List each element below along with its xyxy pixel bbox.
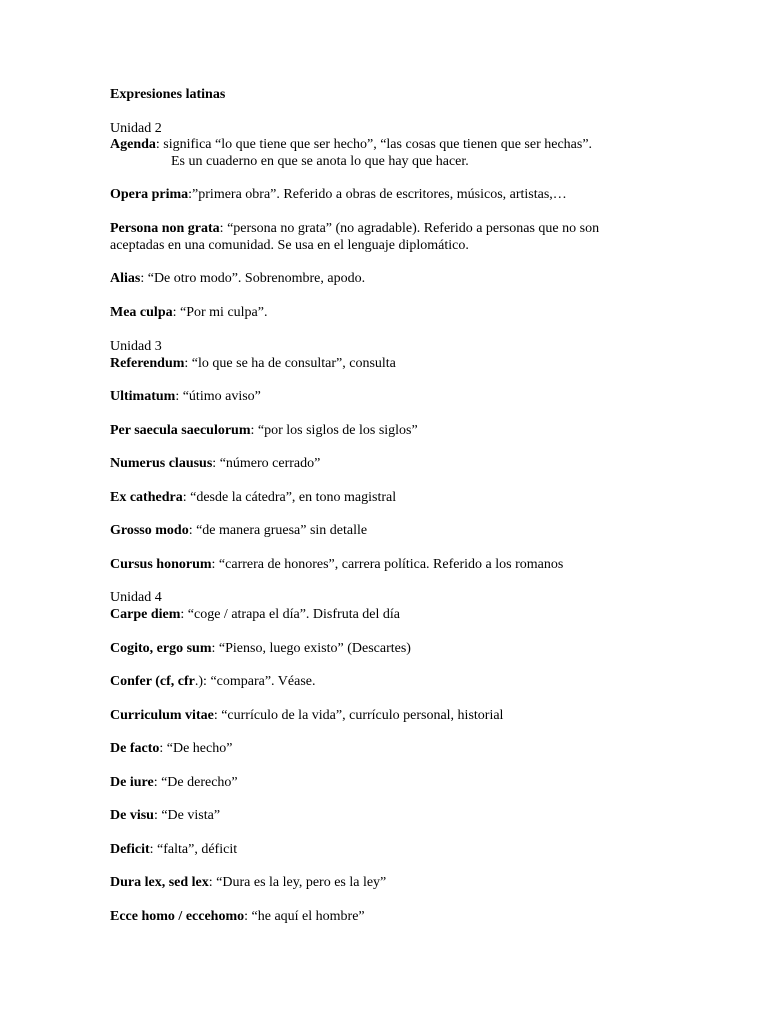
entry-carpe-diem <box>110 606 400 624</box>
entry-definition: “Pienso, luego existo” (Descartes) <box>215 641 411 656</box>
entry-sep: : <box>188 523 193 538</box>
entry-sep: .): <box>194 674 207 689</box>
entry-definition: “desde la cátedra”, en tono magistral <box>186 490 397 505</box>
entry-sep: : <box>153 775 158 790</box>
entry-term: Confer (cf, cfr <box>110 674 195 689</box>
entry-definition: “de manera gruesa” sin detalle <box>192 523 368 538</box>
entry-term: Deficit <box>110 842 150 857</box>
entry-sep: : <box>188 187 193 202</box>
entry-ecce-homo <box>110 908 365 926</box>
unit-heading: Unidad 3 <box>110 339 162 354</box>
entry-per-saecula <box>110 422 418 440</box>
entry-cursus-honorum <box>110 556 563 574</box>
entry-term: Grosso modo <box>110 523 189 538</box>
entry-de-iure <box>110 774 238 792</box>
entry-definition: “lo que se ha de consultar”, consulta <box>188 356 396 371</box>
entry-sep: : <box>175 389 180 404</box>
entry-term: Referendum <box>110 356 185 371</box>
entry-sep: : <box>140 271 145 286</box>
entry-sep: : <box>213 708 218 723</box>
entry-ultimatum <box>110 388 261 406</box>
entry-sep: : <box>149 842 154 857</box>
entry-term: Cogito, ergo sum <box>110 641 212 656</box>
entry-curriculum-vitae <box>110 707 503 725</box>
entry-sep: : <box>211 641 216 656</box>
entry-dura-lex <box>110 874 386 892</box>
entry-agenda <box>110 136 592 154</box>
entry-definition: “currículo de la vida”, currículo personal, historial <box>217 708 504 723</box>
entry-term: Alias <box>110 271 141 286</box>
entry-term: Ex cathedra <box>110 490 183 505</box>
entry-definition: “compara”. Véase. <box>206 674 316 689</box>
unit-heading: Unidad 2 <box>110 121 162 136</box>
entry-term: Dura lex, sed lex <box>110 875 209 890</box>
entry-confer <box>110 673 316 691</box>
entry-definition: “falta”, déficit <box>153 842 238 857</box>
entry-numerus-clausus <box>110 455 320 473</box>
entry-continuation: aceptadas en una comunidad. Se usa en el lenguaje diplomático. <box>110 238 469 253</box>
entry-sep: : <box>180 607 185 622</box>
entry-term: De facto <box>110 741 160 756</box>
entry-sep: : <box>184 356 189 371</box>
entry-sep: : <box>211 557 216 572</box>
entry-sep: : <box>159 741 164 756</box>
entry-definition: “persona no grata” (no agradable). Referido a personas que no son <box>223 221 600 236</box>
entry-term: Per saecula saeculorum <box>110 423 251 438</box>
entry-mea-culpa <box>110 304 267 322</box>
entry-term: Mea culpa <box>110 305 173 320</box>
entry-term: Carpe diem <box>110 607 181 622</box>
entry-term: De iure <box>110 775 154 790</box>
entry-persona-non-grata <box>110 220 599 238</box>
entry-definition: “De hecho” <box>163 741 233 756</box>
entry-definition: significa “lo que tiene que ser hecho”, “las cosas que tienen que ser hechas”. <box>159 137 593 152</box>
entry-definition: “Por mi culpa”. <box>176 305 268 320</box>
entry-opera-prima <box>110 186 567 204</box>
entry-term: Agenda <box>110 137 156 152</box>
entry-de-facto <box>110 740 232 758</box>
entry-de-visu <box>110 807 220 825</box>
entry-sep: : <box>208 875 213 890</box>
entry-sep: : <box>172 305 177 320</box>
unit-heading: Unidad 4 <box>110 590 162 605</box>
entry-term: Opera prima <box>110 187 189 202</box>
entry-sep: : <box>182 490 187 505</box>
entry-term: Ultimatum <box>110 389 176 404</box>
entry-continuation: Es un cuaderno en que se anota lo que hay que hacer. <box>171 154 469 169</box>
entry-referendum <box>110 355 396 373</box>
entry-grosso-modo <box>110 522 367 540</box>
entry-cogito <box>110 640 411 658</box>
entry-term: Curriculum vitae <box>110 708 214 723</box>
entry-term: Numerus clausus <box>110 456 213 471</box>
entry-sep: : <box>244 909 249 924</box>
entry-definition: “Dura es la ley, pero es la ley” <box>212 875 387 890</box>
entry-term: Persona non grata <box>110 221 220 236</box>
entry-sep: : <box>153 808 158 823</box>
entry-definition: “útimo aviso” <box>179 389 261 404</box>
entry-deficit <box>110 841 237 859</box>
entry-sep: : <box>250 423 255 438</box>
entry-definition: “carrera de honores”, carrera política. Referido a los romanos <box>215 557 564 572</box>
entry-sep: : <box>219 221 224 236</box>
entry-definition: ”primera obra”. Referido a obras de escritores, músicos, artistas,… <box>192 187 567 202</box>
entry-ex-cathedra <box>110 489 396 507</box>
entry-definition: “De derecho” <box>157 775 238 790</box>
document-title: Expresiones latinas <box>110 87 226 102</box>
entry-definition: “por los siglos de los siglos” <box>254 423 418 438</box>
entry-definition: “coge / atrapa el día”. Disfruta del día <box>184 607 401 622</box>
entry-definition: “número cerrado” <box>216 456 321 471</box>
entry-sep: : <box>212 456 217 471</box>
entry-definition: “he aquí el hombre” <box>248 909 365 924</box>
entry-definition: “De otro modo”. Sobrenombre, apodo. <box>144 271 366 286</box>
entry-definition: “De vista” <box>157 808 221 823</box>
entry-sep: : <box>155 137 160 152</box>
entry-term: De visu <box>110 808 154 823</box>
entry-alias <box>110 270 365 288</box>
entry-term: Cursus honorum <box>110 557 212 572</box>
entry-term: Ecce homo / eccehomo <box>110 909 245 924</box>
